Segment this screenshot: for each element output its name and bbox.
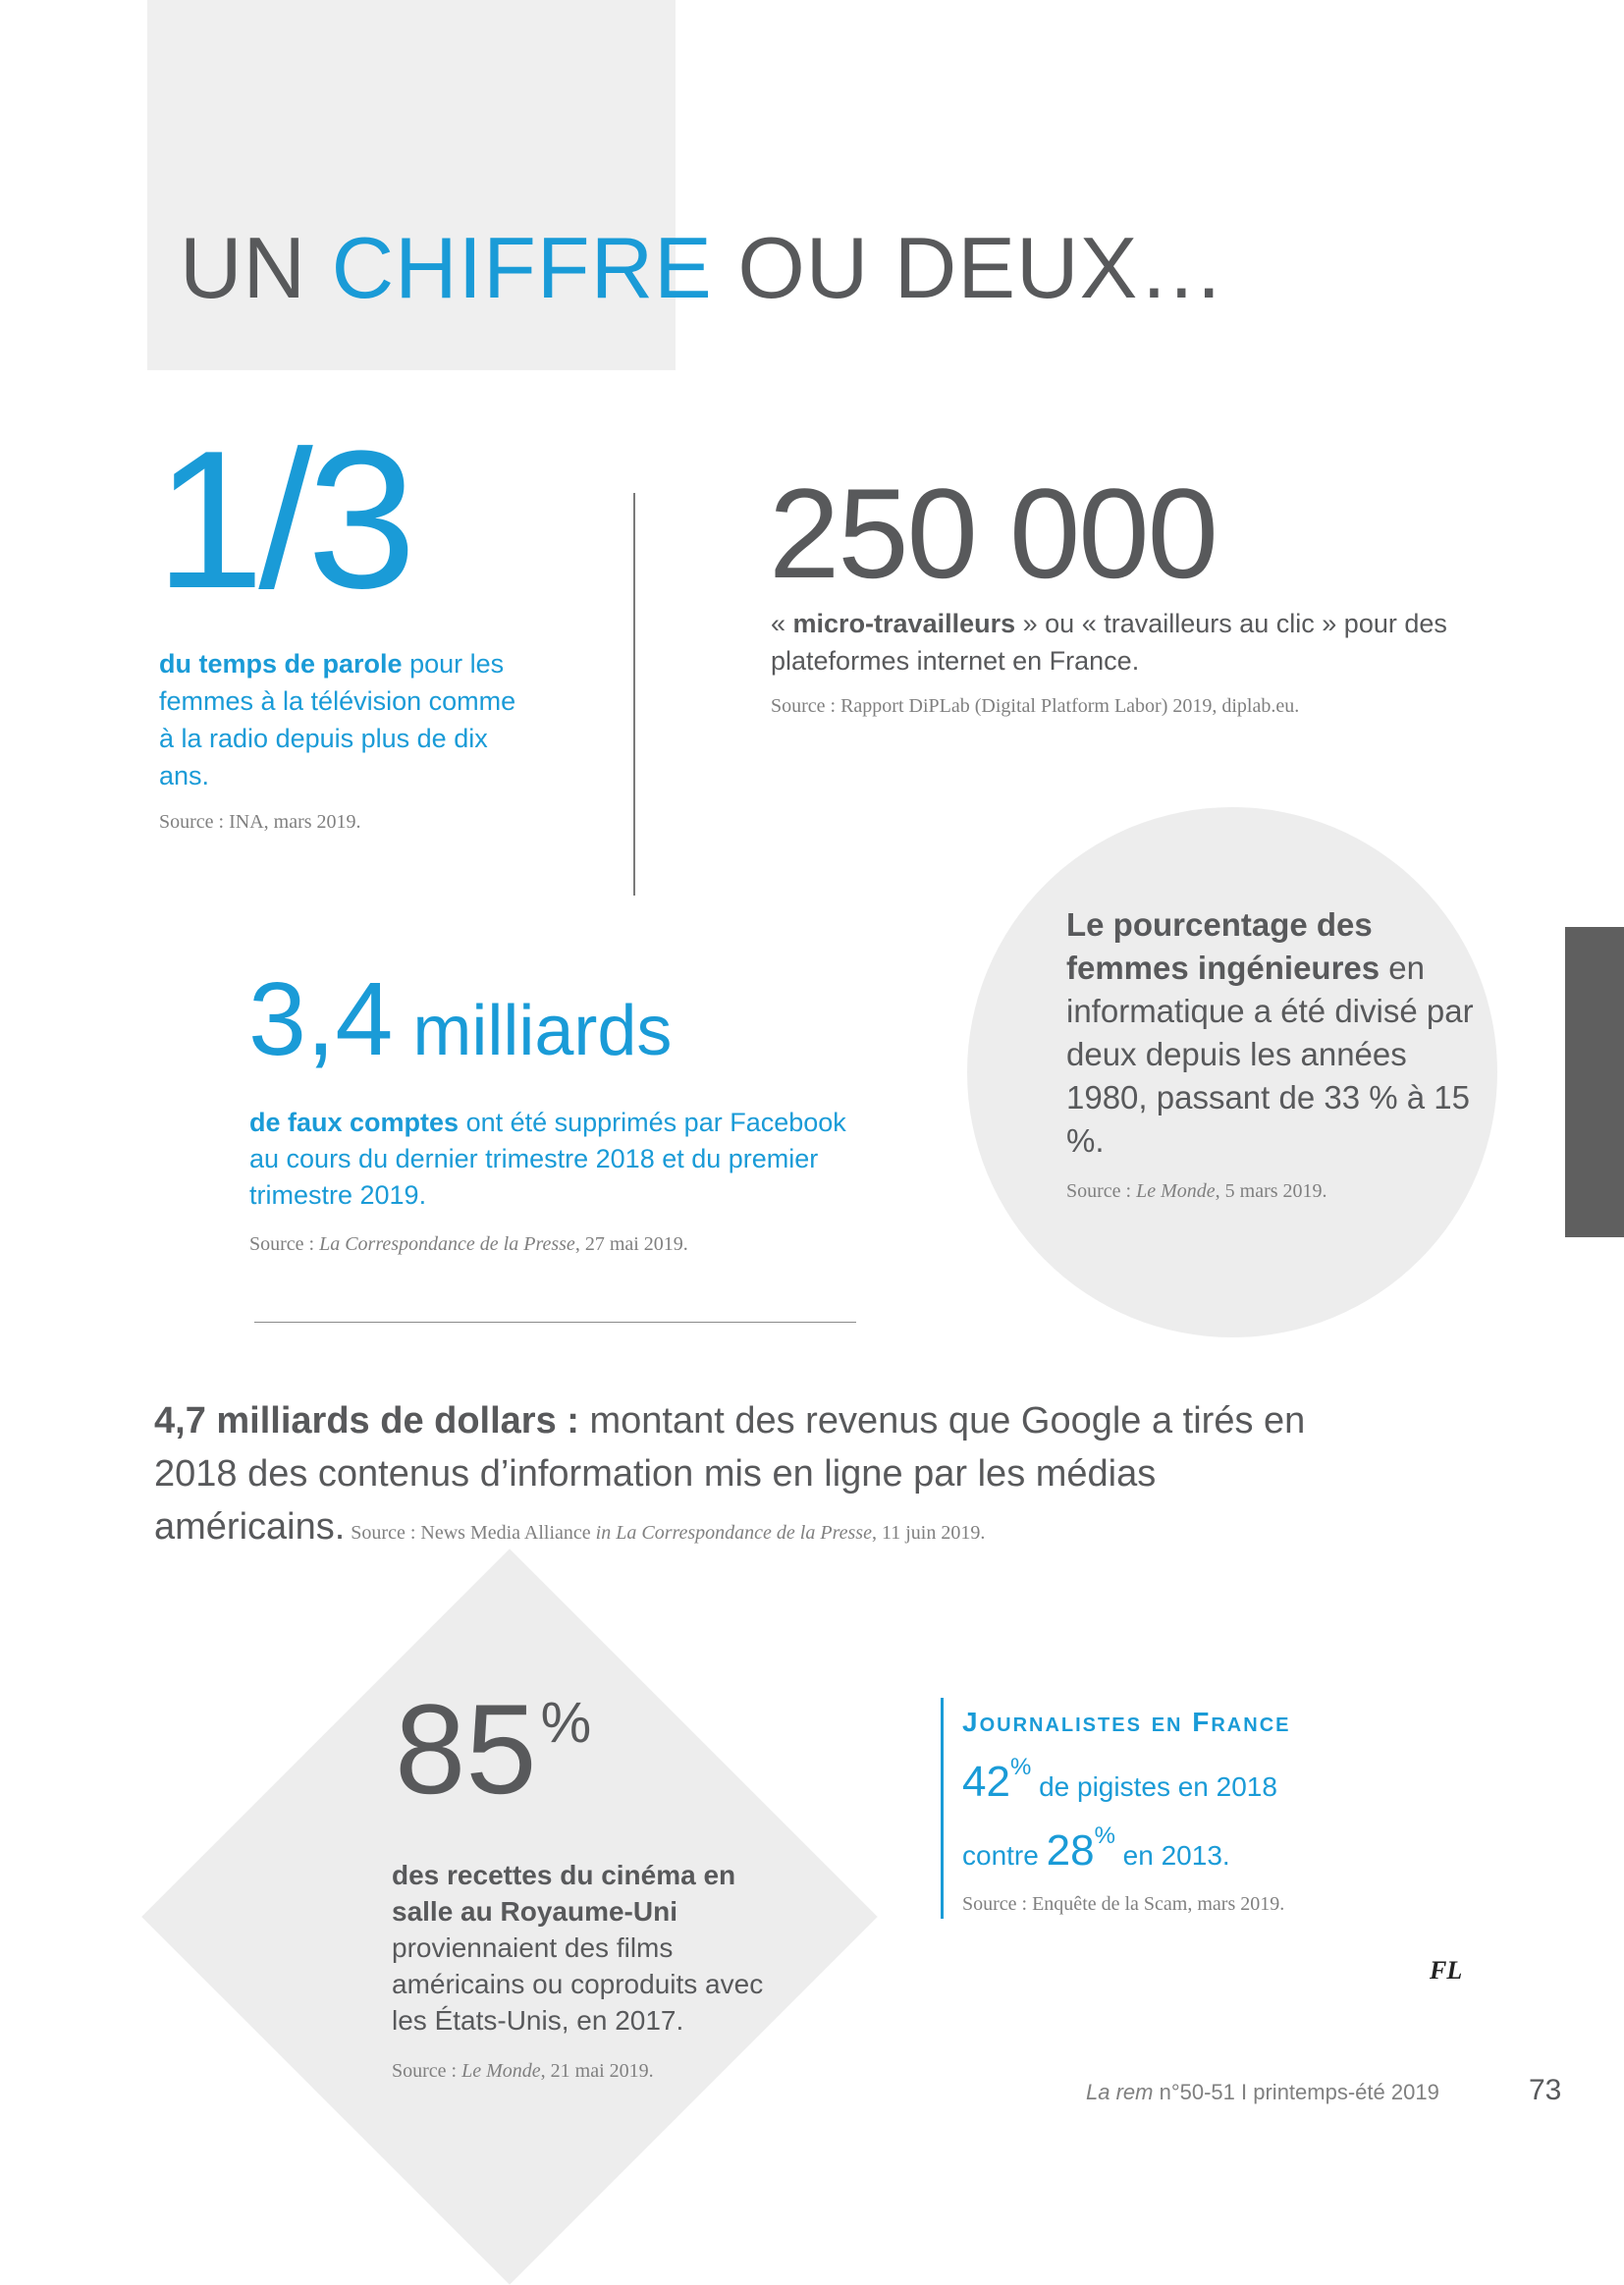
title-part1: UN — [180, 219, 332, 316]
fake-accounts-number: 3,4 — [248, 961, 394, 1077]
fake-accounts-unit: milliards — [393, 992, 673, 1070]
fraction-figure: 1/3 — [155, 410, 411, 629]
footer-separator: I — [1234, 2080, 1254, 2104]
title-highlight: CHIFFRE — [331, 219, 713, 316]
cinema-number: 85 — [395, 1677, 537, 1821]
google-bold: 4,7 milliards de dollars : — [154, 1400, 579, 1442]
engineers-description — [1066, 903, 1479, 1163]
fake-accounts-description — [249, 1105, 878, 1214]
fake-source-suffix: , 27 mai 2019. — [574, 1233, 688, 1255]
journalists-source: Source : Enquête de la Scam, mars 2019. — [962, 1893, 1285, 1915]
microwork-text: » ou « travailleurs au clic » pour des plateformes internet en France. — [771, 609, 1447, 676]
journalists-accent-bar — [941, 1698, 944, 1919]
journalists-heading: Journalistes en France — [962, 1707, 1291, 1737]
fake-accounts-source — [249, 1233, 688, 1256]
journalists-2018-percent: % — [1009, 1754, 1032, 1780]
fraction-description — [159, 645, 532, 794]
cinema-description — [392, 1857, 804, 2039]
microwork-description — [771, 605, 1458, 680]
microwork-bold: micro-travailleurs — [792, 609, 1016, 638]
journalists-2013-text: en 2013. — [1114, 1840, 1230, 1871]
microwork-prefix: « — [771, 609, 793, 638]
fake-source-italic: La Correspondance de la Presse — [319, 1233, 575, 1255]
cinema-source-italic: Le Monde — [461, 2060, 541, 2082]
engineers-source — [1066, 1180, 1327, 1203]
fraction-text: pour les femmes à la télévision comme à la radio depuis plus de dix ans. — [159, 649, 516, 790]
horizontal-divider — [254, 1322, 856, 1323]
cinema-figure — [395, 1677, 592, 1821]
journalists-2018-text: de pigistes en 2018 — [1031, 1771, 1277, 1802]
microwork-figure: 250 000 — [769, 462, 1217, 605]
journalists-2013-prefix: contre — [962, 1840, 1047, 1871]
page-title — [180, 218, 1225, 318]
journalists-2018-number: 42 — [962, 1758, 1010, 1806]
footer-journal-name: La rem — [1086, 2080, 1154, 2104]
cinema-source — [392, 2060, 654, 2083]
vertical-divider — [633, 493, 635, 896]
page-number: 73 — [1529, 2074, 1562, 2106]
cinema-percent: % — [540, 1691, 592, 1755]
engineers-source-suffix: , 5 mars 2019. — [1215, 1180, 1327, 1202]
google-source-italic: in La Correspondance de la Presse — [595, 1522, 872, 1544]
google-source-suffix: , 11 juin 2019. — [871, 1522, 986, 1544]
journalists-line-2 — [962, 1823, 1230, 1876]
engineers-source-italic: Le Monde — [1136, 1180, 1216, 1202]
engineers-source-prefix: Source : — [1066, 1180, 1137, 1202]
google-fact — [154, 1394, 1381, 1559]
engineers-text: en informatique a été divisé par deux depuis les années 1980, passant de 33 % à 15 %. — [1066, 950, 1474, 1159]
cinema-text: proviennaient des films américains ou coproduits avec les États-Unis, en 2017. — [392, 1932, 764, 2036]
cinema-source-suffix: , 21 mai 2019. — [540, 2060, 654, 2082]
google-source-prefix: Source : News Media Alliance — [351, 1522, 596, 1544]
cinema-source-prefix: Source : — [392, 2060, 462, 2082]
engineers-bold: Le pourcentage des femmes ingénieures — [1066, 906, 1380, 986]
cinema-bold: des recettes du cinéma en salle au Royaume-Uni — [392, 1860, 736, 1927]
journalists-2013-percent: % — [1094, 1823, 1115, 1849]
title-part2: OU DEUX… — [712, 219, 1226, 316]
footer-journal — [1086, 2080, 1439, 2105]
footer-issue: n°50-51 — [1153, 2080, 1235, 2104]
journalists-2013-number: 28 — [1046, 1826, 1095, 1875]
google-source — [351, 1522, 985, 1544]
fake-accounts-bold: de faux comptes — [249, 1108, 460, 1137]
author-signature: FL — [1430, 1956, 1463, 1985]
side-tab — [1565, 927, 1624, 1237]
fake-accounts-figure — [248, 961, 673, 1077]
fake-source-prefix: Source : — [249, 1233, 320, 1255]
fraction-source: Source : INA, mars 2019. — [159, 811, 361, 833]
microwork-source: Source : Rapport DiPLab (Digital Platform Labor) 2019, diplab.eu. — [771, 695, 1300, 717]
journalists-line-1 — [962, 1754, 1277, 1807]
fake-accounts-text: ont été supprimés par Facebook au cours du dernier trimestre 2018 et du premier trimestre 2019. — [249, 1108, 846, 1210]
footer-season: printemps-été 2019 — [1253, 2080, 1439, 2104]
fraction-bold: du temps de parole — [159, 649, 403, 679]
google-text: montant des revenus que Google a tirés en 2018 des contenus d’information mis en ligne par les médias américains. — [154, 1400, 1306, 1548]
